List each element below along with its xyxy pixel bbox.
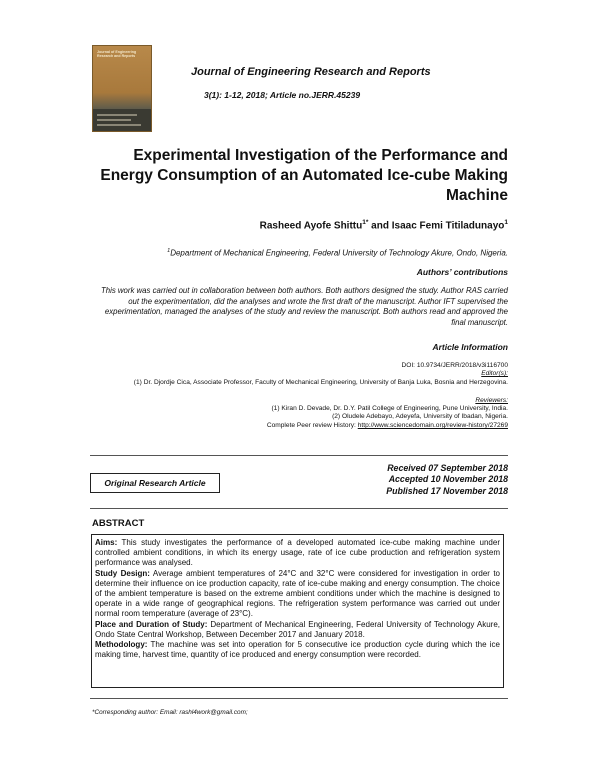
affiliation-superscript: 1 [167,248,171,254]
doi: DOI: 10.9734/JERR/2018/v3i116700 [401,362,508,369]
abstract-design [95,569,500,620]
divider [90,508,508,509]
cover-title: Journal of Engineering Research and Reports [97,50,137,59]
article-type-box: Original Research Article [90,473,220,493]
methodology-text: The machine was set into operation for 5 consecutive ice production cycle during which the ice making time, harvest time, quantity of ice produced and energy consumption were recorded. [95,640,500,660]
divider [90,455,508,456]
reviewer-entry: (1) Kiran D. Devade, Dr. D.Y. Patil College of Engineering, Pune University, India. [271,405,508,412]
aims-label: Aims: [95,538,118,547]
methodology-label: Methodology: [95,640,148,650]
reviewer-entry: (2) Oludele Adebayo, Adeyefa, University of Ibadan, Nigeria. [332,413,508,420]
contributions-text: This work was carried out in collaboration between both authors. Both authors designed the study. Author RAS carried out the experimentation, did the analyses and wrote the first draft of the manuscript. Author IFT supervised the experimentation, managed the analyses of the study and review the manuscript. Both authors read and approved the final manuscript. [101,286,508,327]
contributions-heading: Authors’ contributions [416,267,508,277]
article-information-heading: Article Information [432,342,508,352]
affiliation-text: Department of Mechanical Engineering, Federal University of Technology Akure, Ondo, Nigeria. [170,248,508,258]
author-name: Isaac Femi Titiladunayo [391,220,505,232]
cover-band [93,109,151,131]
history-link[interactable]: http://www.sciencedomain.org/review-history/27269 [357,422,508,429]
design-label: Study Design: [95,568,150,578]
design-text: Average ambient temperatures of 24°C and 32°C were considered for investigation in order to determine their influence on ice production capacity, rate of ice-cube making and energy consumption. The choice of the ambient temperature is based on the extreme ambient conditions under which the machine is designed to operate in a wide range of geographical regions. The refrigeration system performance was carried out under normal room temperature (average of 23°C). [95,568,500,619]
reviewers-heading: Reviewers: [475,397,508,404]
history-label: Complete Peer review History: [266,422,358,429]
journal-citation: 3(1): 1-12, 2018; Article no.JERR.45239 [204,90,361,100]
aims-text: This study investigates the performance of a developed automated ice-cube making machine under controlled ambient conditions, in which its energy usage, rate of ice cube production and refrigeration system performance was analysed. [95,538,500,568]
author-joiner: and [368,220,392,232]
abstract-box [91,534,504,688]
author-name: Rasheed Ayofe Shittu [259,220,363,232]
affiliation [167,248,508,258]
abstract-aims [95,538,500,569]
journal-cover-image [92,45,152,132]
author-superscript: 1* [362,219,369,226]
author-superscript: 1 [504,219,508,226]
published-date: Published 17 November 2018 [386,485,508,496]
author-list [260,219,508,231]
corresponding-author-footnote: *Corresponding author: Email: rashl4work@gmail.com; [92,709,248,716]
publication-dates [386,463,508,497]
editor-entry: (1) Dr. Djordje Cica, Associate Professor, Faculty of Mechanical Engineering, University of Banja Luka, Bosnia and Herzegovina. [133,379,508,386]
editors-heading: Editor(s): [481,370,508,377]
footnote-divider [90,698,508,699]
paper-title: Experimental Investigation of the Performance and Energy Consumption of an Automated Ice-cube Making Machine [100,147,508,204]
journal-name: Journal of Engineering Research and Reports [191,66,431,78]
peer-review-history [267,422,508,429]
place-text: Department of Mechanical Engineering, Federal University of Technology Akure, Ondo State Central Workshop, Between December 2017 and January 2018. [95,619,501,639]
received-date: Received 07 September 2018 [387,463,508,473]
abstract-heading: ABSTRACT [92,518,145,529]
abstract-methodology [95,640,500,660]
accepted-date: Accepted 10 November 2018 [388,474,508,485]
abstract-place [95,620,500,640]
place-label: Place and Duration of Study: [95,619,208,629]
